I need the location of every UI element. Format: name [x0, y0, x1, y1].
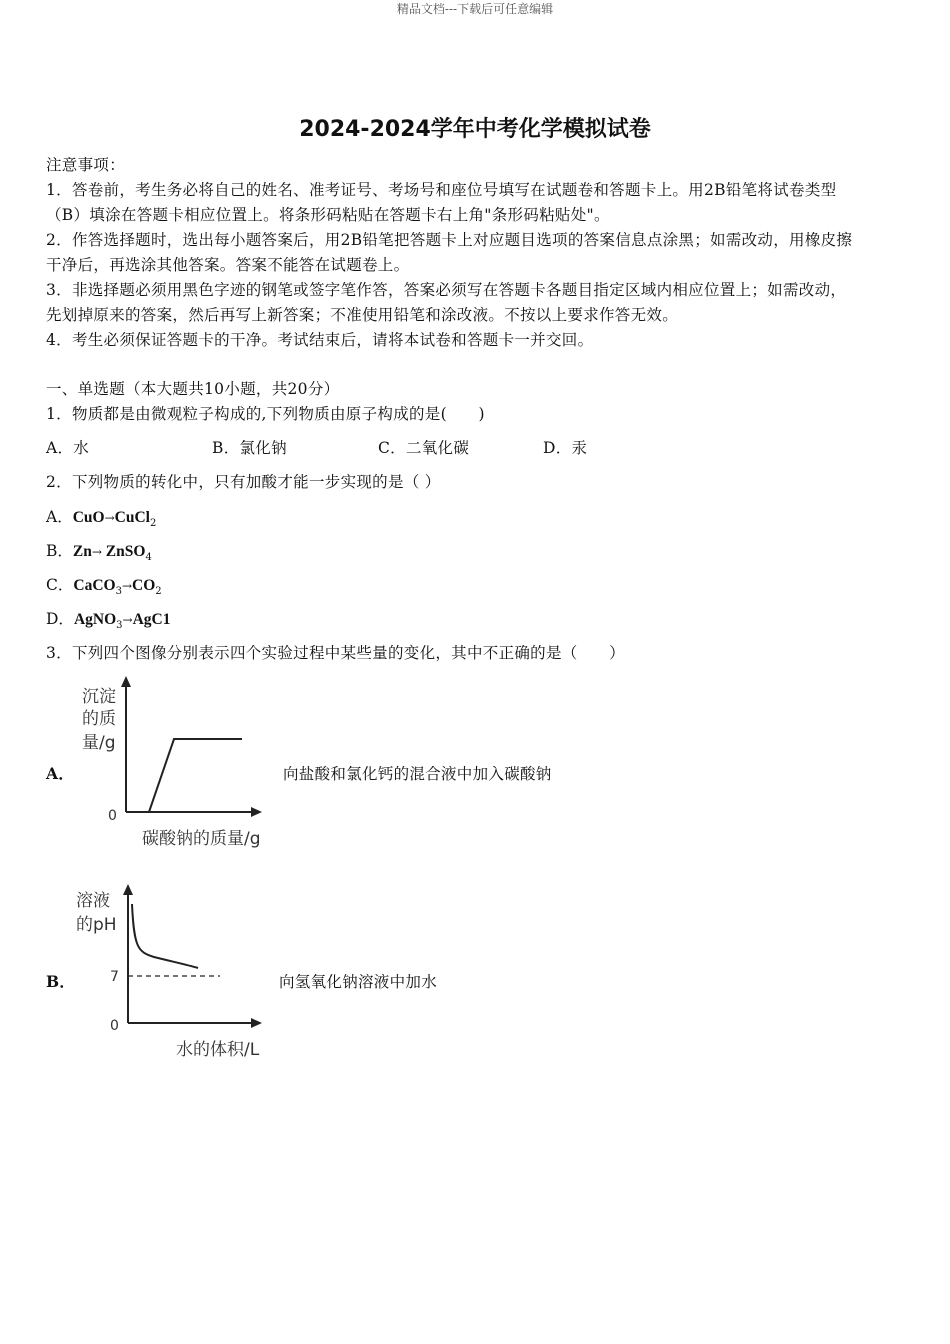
graph-b-xlabel: 水的体积/L	[176, 1040, 260, 1060]
option-label: C．	[46, 576, 74, 594]
graph-a-curve	[149, 739, 242, 812]
reactant: Zn	[72, 543, 92, 560]
q3-graph-a	[70, 672, 285, 857]
x-axis-arrow-icon	[251, 1018, 262, 1028]
arrow-icon: →	[121, 579, 133, 593]
question-1-stem: 1．物质都是由微观粒子构成的,下列物质由原子构成的是( )	[46, 405, 485, 423]
notice-line: 干净后，再选涂其他答案。答案不能答在试题卷上。	[46, 256, 410, 274]
product: CuCl	[114, 509, 150, 526]
product: ZnSO	[101, 543, 146, 560]
q2-option-d	[46, 607, 170, 631]
question-3-stem: 3．下列四个图像分别表示四个实验过程中某些量的变化，其中不正确的是（ ）	[46, 644, 625, 662]
graph-a-origin: 0	[108, 808, 117, 824]
option-label: D．	[46, 610, 74, 628]
notice-line: 1．答卷前，考生务必将自己的姓名、准考证号、考场号和座位号填写在试题卷和答题卡上。用2B铅笔将试卷类型	[46, 181, 837, 199]
notice-line: 4．考生必须保证答题卡的干净。考试结束后，请将本试卷和答题卡一并交回。	[46, 331, 594, 349]
subscript: 3	[116, 620, 123, 632]
page-header: 精品文档---下载后可任意编辑	[396, 2, 554, 16]
question-2-stem: 2．下列物质的转化中，只有加酸才能一步实现的是（ ）	[46, 473, 441, 491]
subscript: 4	[145, 552, 152, 564]
q3-option-b-label: B．	[46, 972, 76, 991]
graph-a-ylabel-3: 量/g	[82, 733, 116, 753]
reactant: AgNO	[73, 611, 117, 628]
arrow-icon: →	[91, 545, 102, 559]
graph-b-tick-7: 7	[110, 969, 119, 985]
graph-b-origin: 0	[110, 1018, 119, 1034]
graph-a-xlabel: 碳酸钠的质量/g	[142, 829, 261, 849]
arrow-icon: →	[104, 511, 115, 525]
subscript: 2	[155, 586, 162, 598]
y-axis-arrow-icon	[123, 884, 133, 895]
x-axis-arrow-icon	[251, 807, 262, 817]
option-label: B．	[46, 542, 73, 560]
arrow-icon: →	[122, 613, 133, 627]
q1-option-b: B．氯化钠	[212, 439, 287, 457]
section-heading: 一、单选题（本大题共10小题，共20分）	[46, 380, 340, 398]
q3-option-a-desc: 向盐酸和氯化钙的混合液中加入碳酸钠	[283, 765, 552, 783]
q3-option-b-desc: 向氢氧化钠溶液中加水	[279, 973, 438, 991]
notice-heading: 注意事项：	[46, 156, 126, 174]
reactant: CaCO	[73, 577, 116, 594]
option-label: A．	[46, 508, 73, 526]
product: AgC1	[132, 611, 171, 628]
q2-option-c	[46, 573, 162, 597]
product: CO	[132, 577, 156, 594]
notice-line: 2．作答选择题时，选出每小题答案后，用2B铅笔把答题卡上对应题目选项的答案信息点涂黑；如需改动，用橡皮擦	[46, 231, 853, 249]
graph-b-curve	[132, 904, 198, 968]
notice-line: （B）填涂在答题卡相应位置上。将条形码粘贴在答题卡右上角"条形码粘贴处"。	[46, 206, 610, 224]
subscript: 2	[149, 518, 157, 530]
q2-option-a	[46, 505, 156, 529]
graph-b-ylabel-1: 溶液	[76, 891, 110, 911]
notice-line: 先划掉原来的答案，然后再写上新答案；不准使用铅笔和涂改液。不按以上要求作答无效。	[46, 306, 679, 324]
subscript: 3	[115, 586, 122, 598]
reactant: CuO	[72, 509, 105, 526]
q3-graph-b	[70, 878, 285, 1063]
notice-line: 3．非选择题必须用黑色字迹的钢笔或签字笔作答，答案必须写在答题卡各题目指定区域内相应位置上；如需改动，	[46, 281, 847, 299]
graph-a-ylabel-2: 的质	[82, 709, 116, 729]
graph-b-ylabel-2: 的pH	[76, 915, 117, 935]
page-title: 2024-2024学年中考化学模拟试卷	[299, 117, 651, 142]
q1-option-c: C．二氧化碳	[378, 439, 470, 457]
q1-option-d: D．汞	[543, 439, 588, 457]
q2-option-b	[46, 539, 152, 563]
y-axis-arrow-icon	[121, 676, 131, 687]
q1-option-a: A．水	[46, 439, 90, 457]
graph-a-ylabel-1: 沉淀	[82, 687, 116, 707]
q3-option-a-label: A．	[46, 764, 75, 783]
